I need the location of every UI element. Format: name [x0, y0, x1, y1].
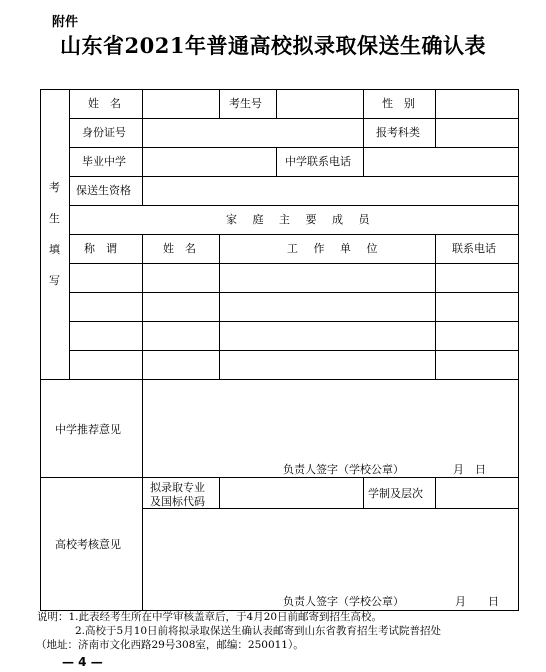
subject-label: 报考科类	[376, 126, 420, 139]
page-number: — 4 —	[62, 655, 103, 669]
col-line	[363, 147, 364, 176]
relation-header: 称 谓	[84, 242, 117, 255]
school-phone-label: 中学联系电话	[285, 155, 351, 168]
col-line	[435, 234, 436, 379]
note-line-3: （地址：济南市文化西路29号308室，邮编：250011）。	[36, 639, 304, 651]
program-length-label: 学制及层次	[368, 487, 423, 500]
col-line	[142, 379, 143, 611]
family-section-title: 家 庭 主 要 成 员	[226, 213, 376, 226]
college-signature-label: 负责人签字（学校公章）	[283, 595, 404, 608]
col-line	[435, 477, 436, 508]
col-line	[363, 118, 364, 147]
side-label-char: 填	[49, 243, 60, 256]
major-label-line1: 拟录取专业	[150, 481, 205, 494]
member-phone-header: 联系电话	[452, 242, 496, 255]
row-line	[69, 350, 519, 351]
college-opinion-label: 高校考核意见	[55, 538, 121, 551]
col-line	[363, 477, 364, 508]
row-line	[69, 234, 519, 235]
table-border-right	[518, 89, 519, 611]
col-line	[435, 89, 436, 118]
row-line	[142, 508, 519, 509]
attachment-label: 附件	[52, 15, 79, 30]
name-label: 姓 名	[88, 97, 121, 110]
row-line	[40, 379, 519, 380]
col-line	[276, 89, 277, 118]
col-line	[363, 89, 364, 118]
id-number-label: 身份证号	[82, 126, 126, 139]
col-line	[219, 477, 220, 508]
major-label-line2: 及国标代码	[150, 495, 205, 508]
col-line	[219, 234, 220, 379]
work-unit-header: 工 作 单 位	[287, 242, 384, 255]
col-line	[435, 118, 436, 147]
exam-number-label: 考生号	[229, 97, 262, 110]
col-line	[142, 118, 143, 176]
row-line	[69, 321, 519, 322]
qualification-label: 保送生资格	[76, 184, 131, 197]
col-line	[142, 176, 143, 205]
col-line	[276, 147, 277, 176]
college-date-label: 月 日	[455, 595, 499, 608]
col-line	[219, 89, 220, 118]
school-date-label: 月 日	[453, 463, 486, 476]
school-opinion-label: 中学推荐意见	[55, 423, 121, 436]
side-label-char: 考	[49, 181, 60, 194]
table-border-top	[40, 89, 519, 90]
col-line	[69, 89, 70, 380]
row-line	[69, 205, 519, 206]
row-line	[69, 147, 519, 148]
gender-label: 性 别	[382, 97, 415, 110]
note-line-1: 说明：1.此表经考生所在中学审核盖章后，于4月20日前邮寄到招生高校。	[37, 611, 383, 623]
side-label-char: 生	[49, 212, 60, 225]
row-line	[69, 292, 519, 293]
row-line	[69, 263, 519, 264]
row-line	[40, 477, 519, 478]
note-line-2: 2.高校于5月10日前将拟录取保送生确认表邮寄到山东省教育招生考试院普招处	[75, 625, 442, 637]
row-line	[69, 118, 519, 119]
page-title: 山东省2021年普通高校拟录取保送生确认表	[60, 33, 486, 58]
col-line	[142, 89, 143, 118]
member-name-header: 姓 名	[163, 242, 196, 255]
row-line	[69, 176, 519, 177]
col-line	[142, 234, 143, 379]
table-border-left	[40, 89, 41, 611]
side-label-char: 写	[49, 274, 60, 287]
school-signature-label: 负责人签字（学校公章）	[283, 463, 404, 476]
school-label: 毕业中学	[82, 155, 126, 168]
